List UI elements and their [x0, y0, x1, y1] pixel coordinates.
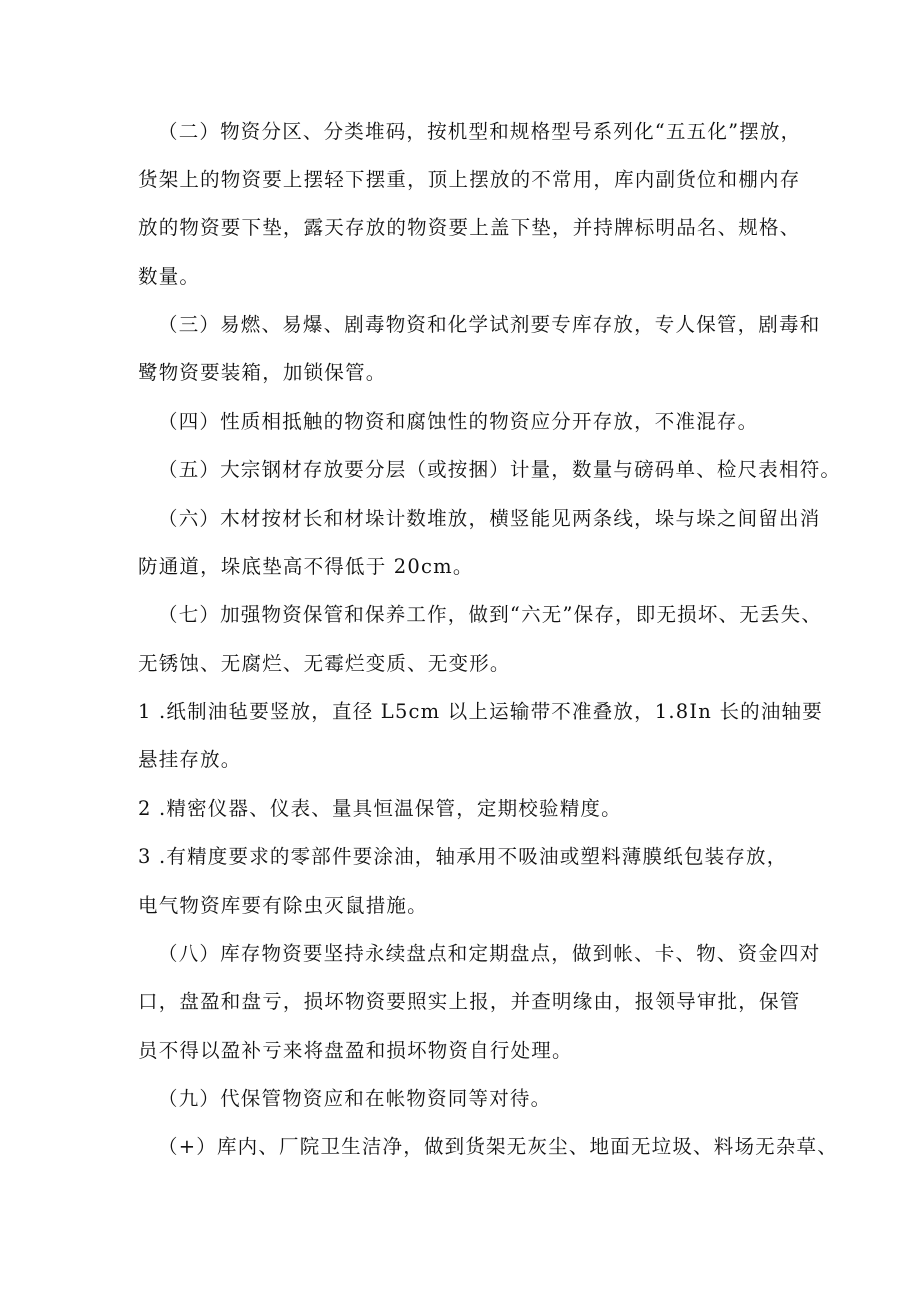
- text-line: （四）性质相抵触的物资和腐蚀性的物资应分开存放，不准混存。: [158, 410, 759, 433]
- text-line: 防通道，垛底垫高不得低于 20cm。: [138, 555, 474, 578]
- text-line: （五）大宗钢材存放要分层（或按捆）计量，数量与磅码单、检尺表相符。: [158, 458, 842, 481]
- text-line: 悬挂存放。: [138, 748, 242, 771]
- text-line: 口，盘盈和盘亏，损坏物资要照实上报，并查明缘由，报领导审批，保管: [138, 990, 801, 1013]
- text-line: 数量。: [138, 265, 201, 288]
- text-line: 2 .精密仪器、仪表、量具恒温保管，定期校验精度。: [138, 797, 622, 820]
- text-line: （+）库内、厂院卫生洁净，做到货架无灰尘、地面无垃圾、料场无杂草、: [158, 1135, 838, 1158]
- text-line: 1 .纸制油毡要竖放，直径 L5cm 以上运输带不准叠放，1.8In 长的油轴要: [138, 700, 823, 723]
- text-line: 员不得以盈补亏来将盘盈和损坏物资自行处理。: [138, 1039, 573, 1062]
- text-line: （八）库存物资要坚持永续盘点和定期盘点，做到帐、卡、物、资金四对: [158, 942, 821, 965]
- text-line: 无锈蚀、无腐烂、无霉烂变质、无变形。: [138, 652, 511, 675]
- text-line: （三）易燃、易爆、剧毒物资和化学试剂要专库存放，专人保管，剧毒和: [158, 313, 821, 336]
- text-line: （二）物资分区、分类堆码，按机型和规格型号系列化“五五化”摆放，: [158, 120, 802, 143]
- text-line: 货架上的物资要上摆轻下摆重，顶上摆放的不常用，库内副货位和棚内存: [138, 168, 801, 191]
- text-line: （六）木材按材长和材垛计数堆放，横竖能见两条线，垛与垛之间留出消: [158, 507, 821, 530]
- text-line: 放的物资要下垫，露天存放的物资要上盖下垫，并持牌标明品名、规格、: [138, 216, 801, 239]
- text-line: 鹭物资要装箱，加锁保管。: [138, 361, 387, 384]
- text-line: 3 .有精度要求的零部件要涂油，轴承用不吸油或塑料薄膜纸包装存放，: [138, 845, 788, 868]
- text-line: （九）代保管物资应和在帐物资同等对待。: [158, 1087, 552, 1110]
- text-line: 电气物资库要有除虫灭鼠措施。: [138, 894, 428, 917]
- text-line: （七）加强物资保管和保养工作，做到“六无”保存，即无损坏、无丢失、: [158, 603, 823, 626]
